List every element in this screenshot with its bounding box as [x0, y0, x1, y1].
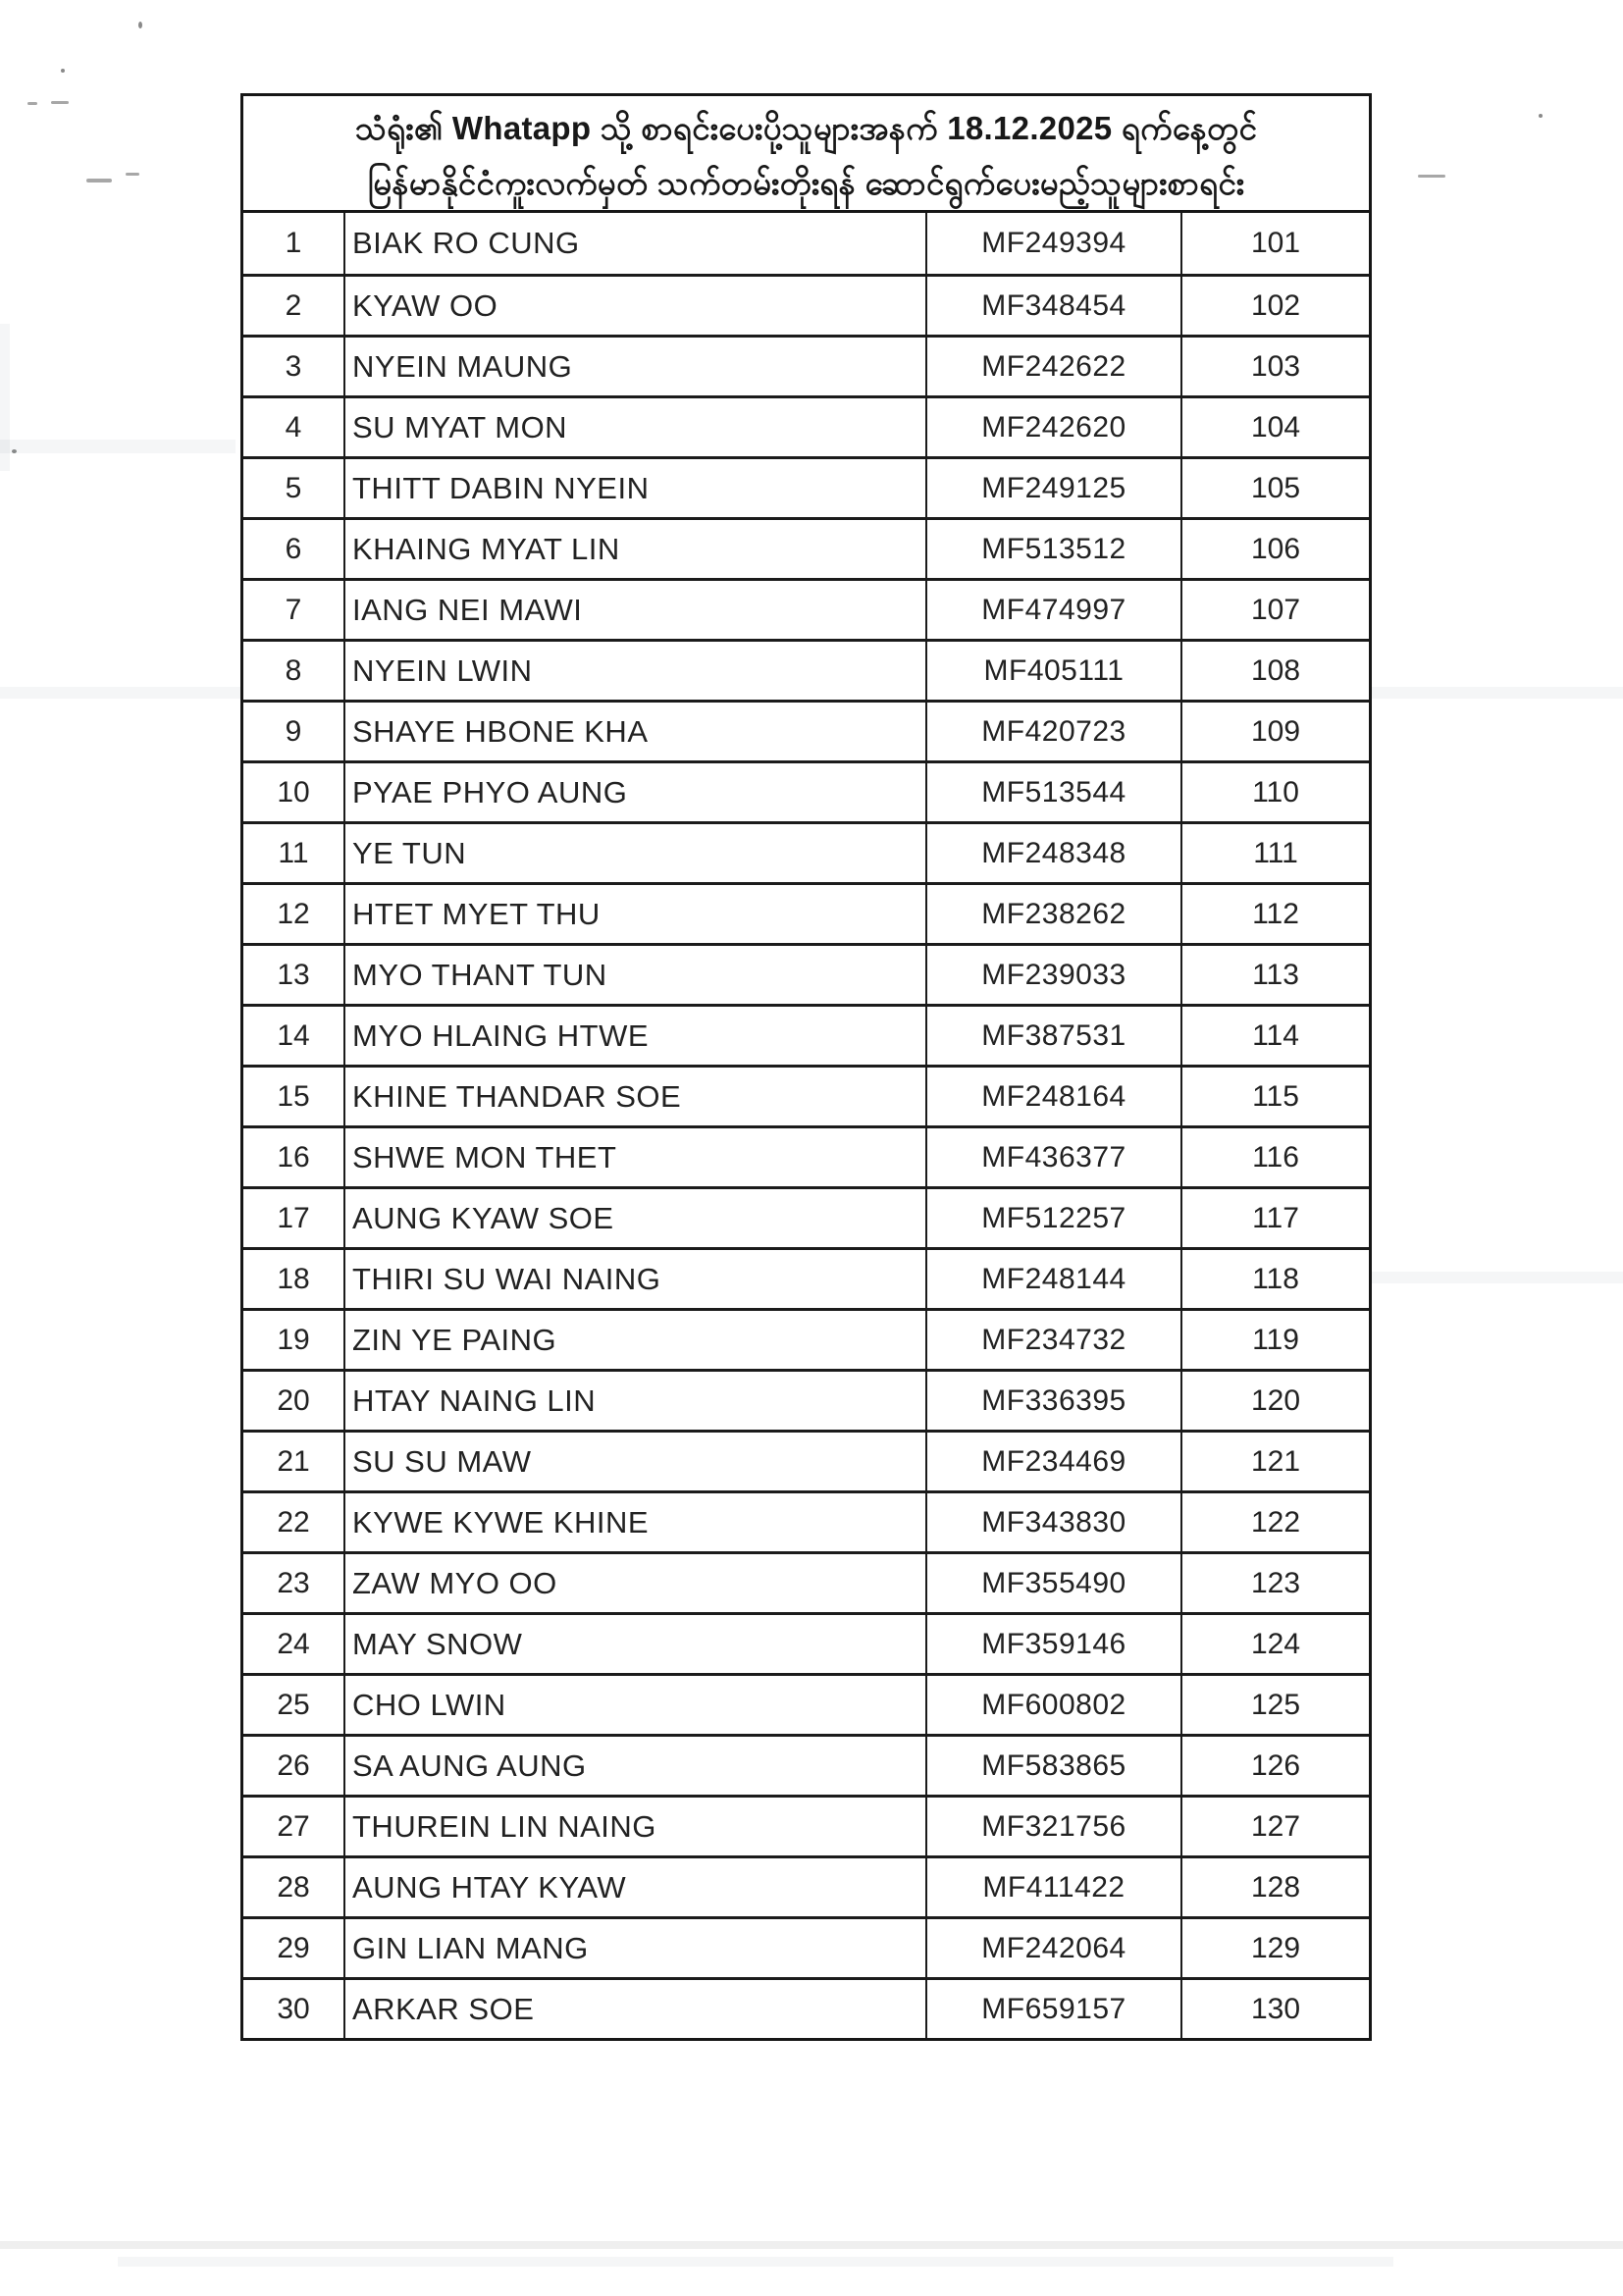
serial-number-cell: 127 [1250, 1809, 1301, 1843]
serial-number-cell: 124 [1250, 1627, 1301, 1660]
name-cell: AUNG KYAW SOE [345, 1189, 927, 1247]
row-number-cell: 17 [243, 1189, 345, 1247]
passport-number-cell: MF512257 [927, 1189, 1182, 1247]
row-number-cell: 1 [243, 213, 345, 274]
serial-number-cell: 114 [1252, 1018, 1299, 1052]
row-number-cell: 24 [243, 1615, 345, 1673]
scan-streak [0, 440, 236, 453]
passport-number-cell: MF348454 [927, 277, 1182, 335]
serial-number-cell: 103 [1250, 349, 1301, 383]
row-number-cell: 5 [243, 459, 345, 517]
table-row [243, 1612, 1369, 1673]
name-cell: BIAK RO CUNG [345, 213, 927, 274]
table-row [243, 395, 1369, 456]
table-row [243, 700, 1369, 760]
scan-mark [86, 179, 112, 183]
scan-speck [138, 22, 142, 28]
passport-number-cell: MF436377 [927, 1128, 1182, 1186]
table-row [243, 1551, 1369, 1612]
serial-number-cell: 121 [1250, 1444, 1301, 1478]
table-row [243, 335, 1369, 395]
table-row [243, 1673, 1369, 1734]
row-number-cell: 8 [243, 642, 345, 700]
passport-number-cell: MF405111 [927, 642, 1182, 700]
serial-number-cell: 119 [1252, 1323, 1299, 1356]
name-cell: MYO HLAING HTWE [345, 1007, 927, 1065]
name-cell: THIRI SU WAI NAING [345, 1250, 927, 1308]
name-cell: ZAW MYO OO [345, 1554, 927, 1612]
serial-number-cell: 107 [1250, 593, 1301, 626]
passport-number-cell: MF238262 [927, 885, 1182, 943]
table-row [243, 943, 1369, 1004]
scan-streak [0, 324, 10, 471]
table-row [243, 1734, 1369, 1795]
scan-band [0, 2241, 1623, 2249]
table-title-line1: သံရုံး၏ Whatapp သို့ စာရင်းပေးပို့သူများအနက် 18.12.2025 ရက်နေ့တွင် [354, 110, 1258, 146]
table-row [243, 1065, 1369, 1125]
serial-number-cell: 129 [1250, 1931, 1301, 1964]
passport-number-cell: MF420723 [927, 703, 1182, 760]
row-number-cell: 11 [243, 824, 345, 882]
name-cell: SU SU MAW [345, 1433, 927, 1490]
row-number-cell: 3 [243, 338, 345, 395]
name-cell: IANG NEI MAWI [345, 581, 927, 639]
serial-number-cell: 117 [1252, 1201, 1299, 1234]
row-number-cell: 7 [243, 581, 345, 639]
table-row [243, 1855, 1369, 1916]
serial-number-cell: 112 [1252, 897, 1299, 930]
serial-number-cell: 130 [1250, 1992, 1301, 2025]
passport-number-cell: MF239033 [927, 946, 1182, 1004]
scan-mark [126, 173, 139, 176]
serial-number-cell: 113 [1252, 958, 1299, 991]
serial-number-cell: 116 [1252, 1140, 1299, 1174]
row-number-cell: 2 [243, 277, 345, 335]
row-number-cell: 26 [243, 1737, 345, 1795]
passport-number-cell: MF411422 [927, 1858, 1182, 1916]
serial-number-cell: 126 [1250, 1748, 1301, 1782]
row-number-cell: 18 [243, 1250, 345, 1308]
table-row [243, 517, 1369, 578]
row-number-cell: 6 [243, 520, 345, 578]
scan-speck [61, 69, 65, 73]
name-cell: NYEIN LWIN [345, 642, 927, 700]
row-number-cell: 25 [243, 1676, 345, 1734]
serial-number-cell: 128 [1250, 1870, 1301, 1904]
row-number-cell: 23 [243, 1554, 345, 1612]
serial-number-cell: 122 [1250, 1505, 1301, 1539]
name-cell: MAY SNOW [345, 1615, 927, 1673]
row-number-cell: 16 [243, 1128, 345, 1186]
scan-streak [1354, 1272, 1623, 1283]
serial-number-cell: 110 [1252, 775, 1299, 809]
row-number-cell: 22 [243, 1493, 345, 1551]
row-number-cell: 14 [243, 1007, 345, 1065]
serial-number-cell: 102 [1250, 288, 1301, 322]
table-row [243, 821, 1369, 882]
name-cell: HTET MYET THU [345, 885, 927, 943]
name-cell: THITT DABIN NYEIN [345, 459, 927, 517]
table-title [243, 96, 1369, 213]
name-cell: PYAE PHYO AUNG [345, 763, 927, 821]
passport-number-cell: MF242620 [927, 398, 1182, 456]
table-row [243, 1186, 1369, 1247]
name-cell: SA AUNG AUNG [345, 1737, 927, 1795]
row-number-cell: 9 [243, 703, 345, 760]
passport-number-cell: MF359146 [927, 1615, 1182, 1673]
passport-number-cell: MF248164 [927, 1068, 1182, 1125]
row-number-cell: 28 [243, 1858, 345, 1916]
table-row [243, 639, 1369, 700]
table-row [243, 1430, 1369, 1490]
scan-mark [51, 101, 69, 104]
row-number-cell: 30 [243, 1980, 345, 2038]
name-cell: GIN LIAN MANG [345, 1919, 927, 1977]
serial-number-cell: 118 [1252, 1262, 1299, 1295]
passport-number-cell: MF474997 [927, 581, 1182, 639]
scan-streak [118, 2257, 1393, 2267]
passport-number-cell: MF513512 [927, 520, 1182, 578]
row-number-cell: 12 [243, 885, 345, 943]
passport-number-cell: MF248144 [927, 1250, 1182, 1308]
name-cell: SHAYE HBONE KHA [345, 703, 927, 760]
serial-number-cell: 115 [1252, 1079, 1299, 1113]
table-row [243, 213, 1369, 274]
serial-number-cell: 106 [1250, 532, 1301, 565]
table-row [243, 1916, 1369, 1977]
passport-number-cell: MF355490 [927, 1554, 1182, 1612]
passport-number-cell: MF659157 [927, 1980, 1182, 2038]
table-row [243, 1125, 1369, 1186]
table-row [243, 1490, 1369, 1551]
scan-mark [1418, 175, 1445, 178]
name-cell: ZIN YE PAING [345, 1311, 927, 1369]
passport-number-cell: MF583865 [927, 1737, 1182, 1795]
passport-number-cell: MF242064 [927, 1919, 1182, 1977]
serial-number-cell: 111 [1253, 836, 1298, 869]
scan-speck [12, 449, 17, 453]
name-cell: KYAW OO [345, 277, 927, 335]
passport-number-cell: MF234732 [927, 1311, 1182, 1369]
scan-speck [1539, 114, 1543, 118]
name-cell: KYWE KYWE KHINE [345, 1493, 927, 1551]
passport-number-cell: MF249394 [927, 213, 1182, 274]
serial-number-cell: 101 [1250, 227, 1301, 259]
name-cell: SU MYAT MON [345, 398, 927, 456]
name-cell: AUNG HTAY KYAW [345, 1858, 927, 1916]
scan-mark [27, 102, 37, 105]
name-cell: MYO THANT TUN [345, 946, 927, 1004]
table-row [243, 1247, 1369, 1308]
row-number-cell: 10 [243, 763, 345, 821]
row-number-cell: 4 [243, 398, 345, 456]
table-row [243, 1795, 1369, 1855]
name-cell: CHO LWIN [345, 1676, 927, 1734]
table-row [243, 1977, 1369, 2038]
serial-number-cell: 105 [1250, 471, 1301, 504]
passport-number-cell: MF242622 [927, 338, 1182, 395]
serial-number-cell: 104 [1250, 410, 1301, 444]
passport-number-cell: MF336395 [927, 1372, 1182, 1430]
passport-number-cell: MF248348 [927, 824, 1182, 882]
row-number-cell: 15 [243, 1068, 345, 1125]
table-row [243, 456, 1369, 517]
passport-renewal-list-table [240, 93, 1372, 2041]
serial-number-cell: 108 [1250, 653, 1301, 687]
table-body [243, 213, 1369, 2038]
serial-number-cell: 125 [1250, 1688, 1301, 1721]
name-cell: THUREIN LIN NAING [345, 1798, 927, 1855]
serial-number-cell: 109 [1250, 714, 1301, 748]
table-row [243, 1369, 1369, 1430]
passport-number-cell: MF387531 [927, 1007, 1182, 1065]
passport-number-cell: MF234469 [927, 1433, 1182, 1490]
row-number-cell: 21 [243, 1433, 345, 1490]
table-row [243, 578, 1369, 639]
name-cell: SHWE MON THET [345, 1128, 927, 1186]
table-row [243, 1308, 1369, 1369]
row-number-cell: 19 [243, 1311, 345, 1369]
passport-number-cell: MF343830 [927, 1493, 1182, 1551]
passport-number-cell: MF321756 [927, 1798, 1182, 1855]
table-row [243, 882, 1369, 943]
name-cell: KHAING MYAT LIN [345, 520, 927, 578]
serial-number-cell: 123 [1250, 1566, 1301, 1599]
table-row [243, 1004, 1369, 1065]
row-number-cell: 27 [243, 1798, 345, 1855]
passport-number-cell: MF600802 [927, 1676, 1182, 1734]
row-number-cell: 13 [243, 946, 345, 1004]
row-number-cell: 20 [243, 1372, 345, 1430]
name-cell: KHINE THANDAR SOE [345, 1068, 927, 1125]
table-row [243, 760, 1369, 821]
passport-number-cell: MF513544 [927, 763, 1182, 821]
name-cell: HTAY NAING LIN [345, 1372, 927, 1430]
passport-number-cell: MF249125 [927, 459, 1182, 517]
name-cell: ARKAR SOE [345, 1980, 927, 2038]
serial-number-cell: 120 [1250, 1383, 1301, 1417]
table-title-line2: မြန်မာနိုင်ငံကူးလက်မှတ် သက်တမ်းတိုးရန် ဆောင်ရွက်ပေးမည့်သူများစာရင်း [367, 165, 1245, 201]
table-row [243, 274, 1369, 335]
name-cell: NYEIN MAUNG [345, 338, 927, 395]
name-cell: YE TUN [345, 824, 927, 882]
row-number-cell: 29 [243, 1919, 345, 1977]
